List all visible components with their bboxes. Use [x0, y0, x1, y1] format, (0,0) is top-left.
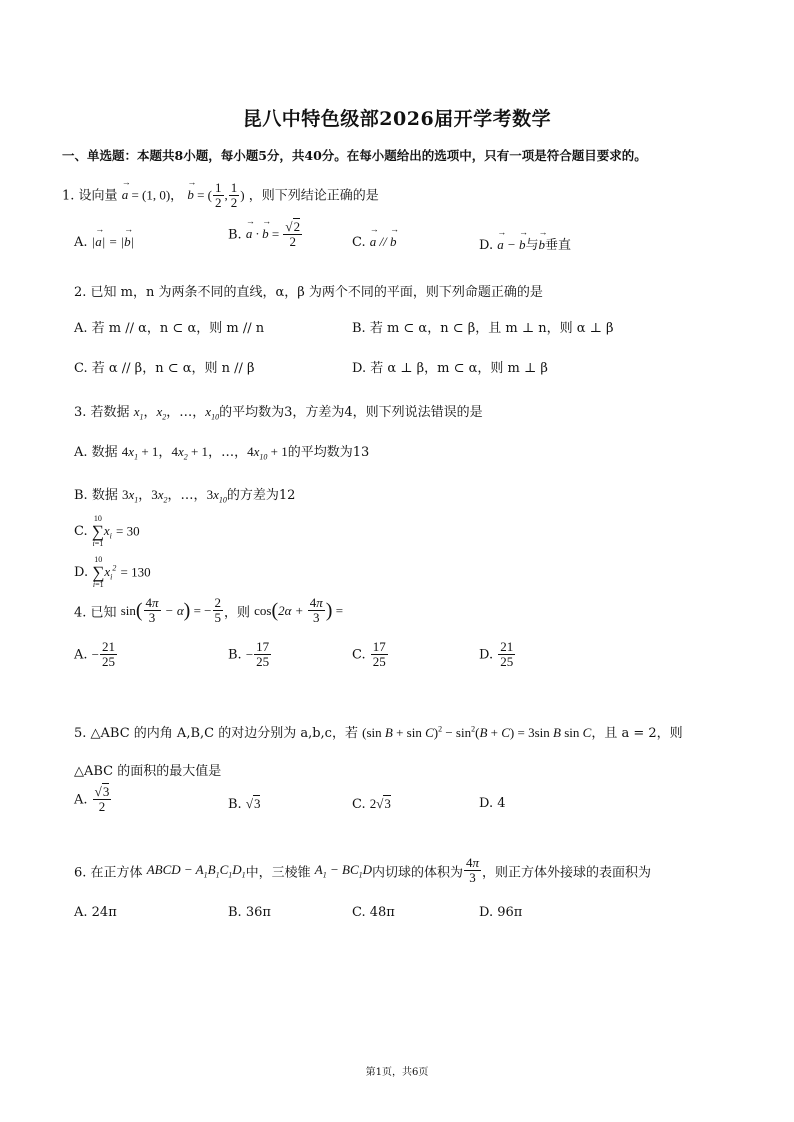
question-6-option-d: D. 96π: [479, 905, 523, 920]
section-heading: 一、单选题：本题共8小题，每小题5分，共40分。在每小题给出的选项中，只有一项是符合题目要求的。: [62, 148, 647, 163]
question-2-option-a: A. 若 m // α，n ⊂ α，则 m // n: [74, 321, 265, 336]
question-5-option-c: C. 2√3: [352, 796, 391, 812]
question-6-stem: 6. 在正方体 ABCD − $A_1B_1C_1D_1$中，三棱锥 $A_1 - BC_1D$内切球的体积为 $\frac{4\pi}{3}$ ，则正方体外接球的表面积为: [74, 855, 652, 886]
question-1-option-d: D. → a − → b与→ b垂直: [479, 234, 571, 253]
question-5-stem-cont: △ABC 的面积的最大值是: [74, 764, 222, 779]
question-5-option-b: B. √3: [228, 796, 261, 812]
question-2-stem: 2. 已知 m，n 为两条不同的直线，α，β 为两个不同的平面，则下列命题正确的是: [74, 285, 543, 300]
question-3-stem: 3. 若数据 $x_1$，$x_2$，…，$x_{10}$的平均数为3，方差为4，则下列说法错误的是: [74, 404, 483, 422]
question-5-option-d: D. 4: [479, 796, 506, 811]
question-4-option-a: A. − $\frac{21}{25}$: [74, 639, 116, 670]
question-4-option-d: D. $\frac{21}{25}$: [479, 639, 514, 670]
page-footer: 第1页，共6页: [365, 1067, 429, 1078]
question-2-option-c: C. 若 α // β，n ⊂ α，则 n // β: [74, 361, 255, 376]
question-6-option-a: A. 24π: [74, 905, 117, 920]
question-4-stem: 4. 已知 sin( $\frac{4\pi}{3}$ − α) = − $\frac{2}{5}$ ，则 cos(2α + $\frac{4\pi}{3}$ ) =: [74, 595, 344, 626]
question-1-option-b: B. → a · → b = $\frac{√2}{2}$: [228, 220, 303, 250]
question-6-option-c: C. 48π: [352, 905, 395, 920]
question-5-option-a: A. $\frac{√3}{2}$: [74, 784, 110, 815]
question-2-option-d: D. 若 α ⊥ β，m ⊂ α，则 m ⊥ β: [352, 361, 548, 376]
question-4-option-b: B. − $\frac{17}{25}$: [228, 639, 270, 670]
question-3-option-c: C. 10 ∑ $i=1x_i = 30$: [74, 514, 140, 548]
question-1-stem: 1. 设向量 → a = (1, 0)， → b = ( $\frac{1}{2}$ , $\frac{1}{2}$ ) ，则下列结论正确的是: [62, 181, 379, 211]
question-3-option-a: A. 数据 $4x_1 + 1$，$4x_2 + 1$，…，$4x_{10} + 1$的平均数为13: [74, 444, 370, 462]
question-1-option-c: C. → a // → b: [352, 234, 397, 250]
question-2-option-b: B. 若 m ⊂ α，n ⊂ β，且 m ⊥ n，则 α ⊥ β: [352, 321, 614, 336]
question-3-option-b: B. 数据 $3x_1$，$3x_2$，…，$3x_{10}$的方差为12: [74, 487, 296, 505]
question-3-option-d: D. 10 ∑ $i=1x_i^2 = 130$: [74, 555, 151, 589]
question-4-option-c: C. $\frac{17}{25}$: [352, 639, 386, 670]
page-title: 昆八中特色级部2026届开学考数学: [242, 108, 552, 130]
question-5-stem: 5. △ABC 的内角 A,B,C 的对边分别为 a,b,c，若 (sin $B + \sin C)^2 - \sin^2(B + C) = 3\sin$ B sin C，且 a = 2，则: [74, 724, 683, 741]
question-6-option-b: B. 36π: [228, 905, 271, 920]
question-1-option-a: A. |→ a| = |→ b|: [74, 234, 134, 250]
